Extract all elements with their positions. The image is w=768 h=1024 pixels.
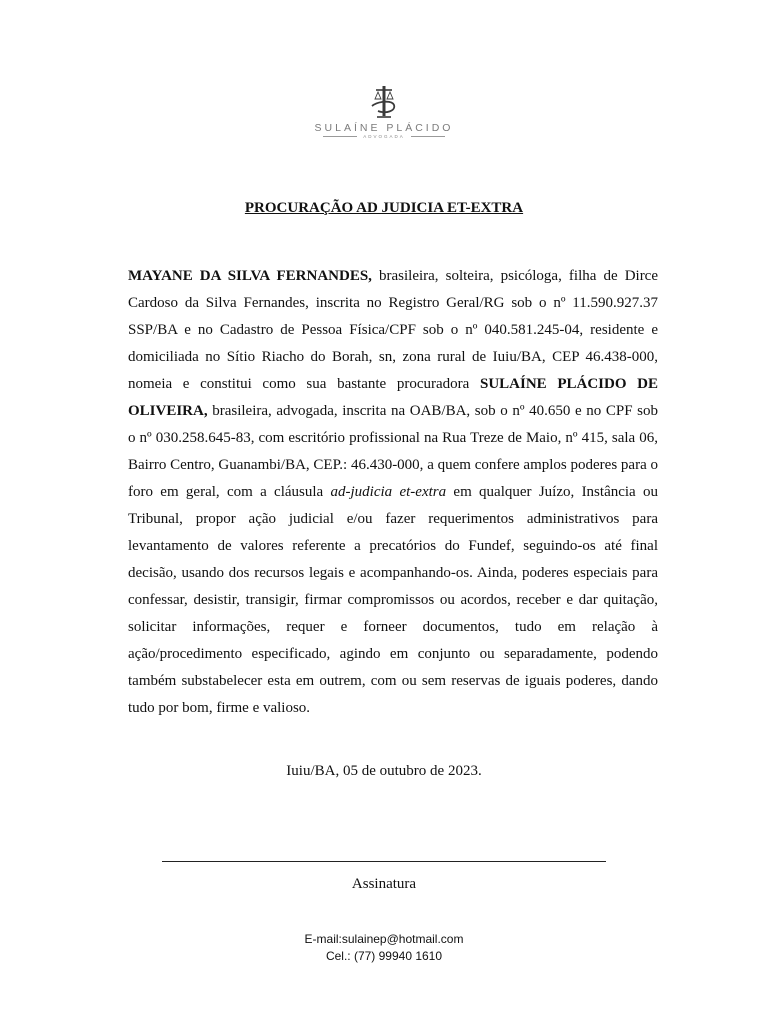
letterhead-logo: [0, 84, 768, 139]
document-title: PROCURAÇÃO AD JUDICIA ET-EXTRA: [244, 200, 524, 216]
footer-email: E-mail:sulainep@hotmail.com: [304, 932, 464, 946]
grantor-name: MAYANE DA SILVA FERNANDES,: [128, 268, 372, 284]
body-text-3: em qualquer Juízo, Instância ou Tribunal, propor ação judicial e/ou fazer requerimentos administrativos para levantamento de valores referente a precatórios do Fundef, seguindo-os até final decisão, usando dos recursos legais e acompanhando-os. Ainda, poderes especiais para confessar, desistir, transigir, firmar compromissos ou acordos, receber e dar quitação, solicitar informações, requer e forneer documentos, tudo em relação à ação/procedimento especificado, agindo em conjunto ou separadamente, podendo também substabelecer esta em outrem, com ou sem reservas de iguais poderes, dando tudo por bom, firme e valioso.: [128, 484, 659, 716]
logo-name: SULAÍNE PLÁCIDO: [314, 122, 454, 134]
document-date: Iuiu/BA, 05 de outubro de 2023.: [286, 763, 482, 779]
attorney-name: SULAÍNE PLÁCIDO DE OLIVEIRA,: [128, 376, 658, 419]
clause-text: ad-judicia et-extra: [330, 484, 447, 500]
logo-subtitle: [0, 134, 768, 139]
body-text-2: brasileira, advogada, inscrita na OAB/BA, sob o nº 40.650 e no CPF sob o nº 030.258.645-83, com escritório profissional na Rua Treze de Maio, nº 415, sala 06, Bairro Centro, Guanambi/BA, CEP.: 46.430-000, a quem confere amplos poderes para o foro em geral, com a cláusula: [128, 403, 658, 500]
logo-rule-right: [411, 136, 445, 137]
footer-contact: [0, 931, 768, 965]
document-body: [128, 263, 658, 722]
signature-label: Assinatura: [351, 876, 417, 892]
scales-monogram-icon: [364, 84, 404, 120]
logo-rule-left: [323, 136, 357, 137]
body-text-1: brasileira, solteira, psicóloga, filha de Dirce Cardoso da Silva Fernandes, inscrita no Registro Geral/RG sob o nº 11.590.927.37 SSP/BA e no Cadastro de Pessoa Física/CPF sob o nº 040.581.245-04, residente e domiciliada no Sítio Riacho do Borah, sn, zona rural de Iuiu/BA, CEP 46.438-000, nomeia e constitui como sua bastante procuradora: [128, 268, 659, 392]
footer-phone: Cel.: (77) 99940 1610: [325, 949, 443, 963]
logo-subtitle-text: ADVOGADA: [363, 134, 405, 139]
signature-line: [162, 861, 606, 862]
